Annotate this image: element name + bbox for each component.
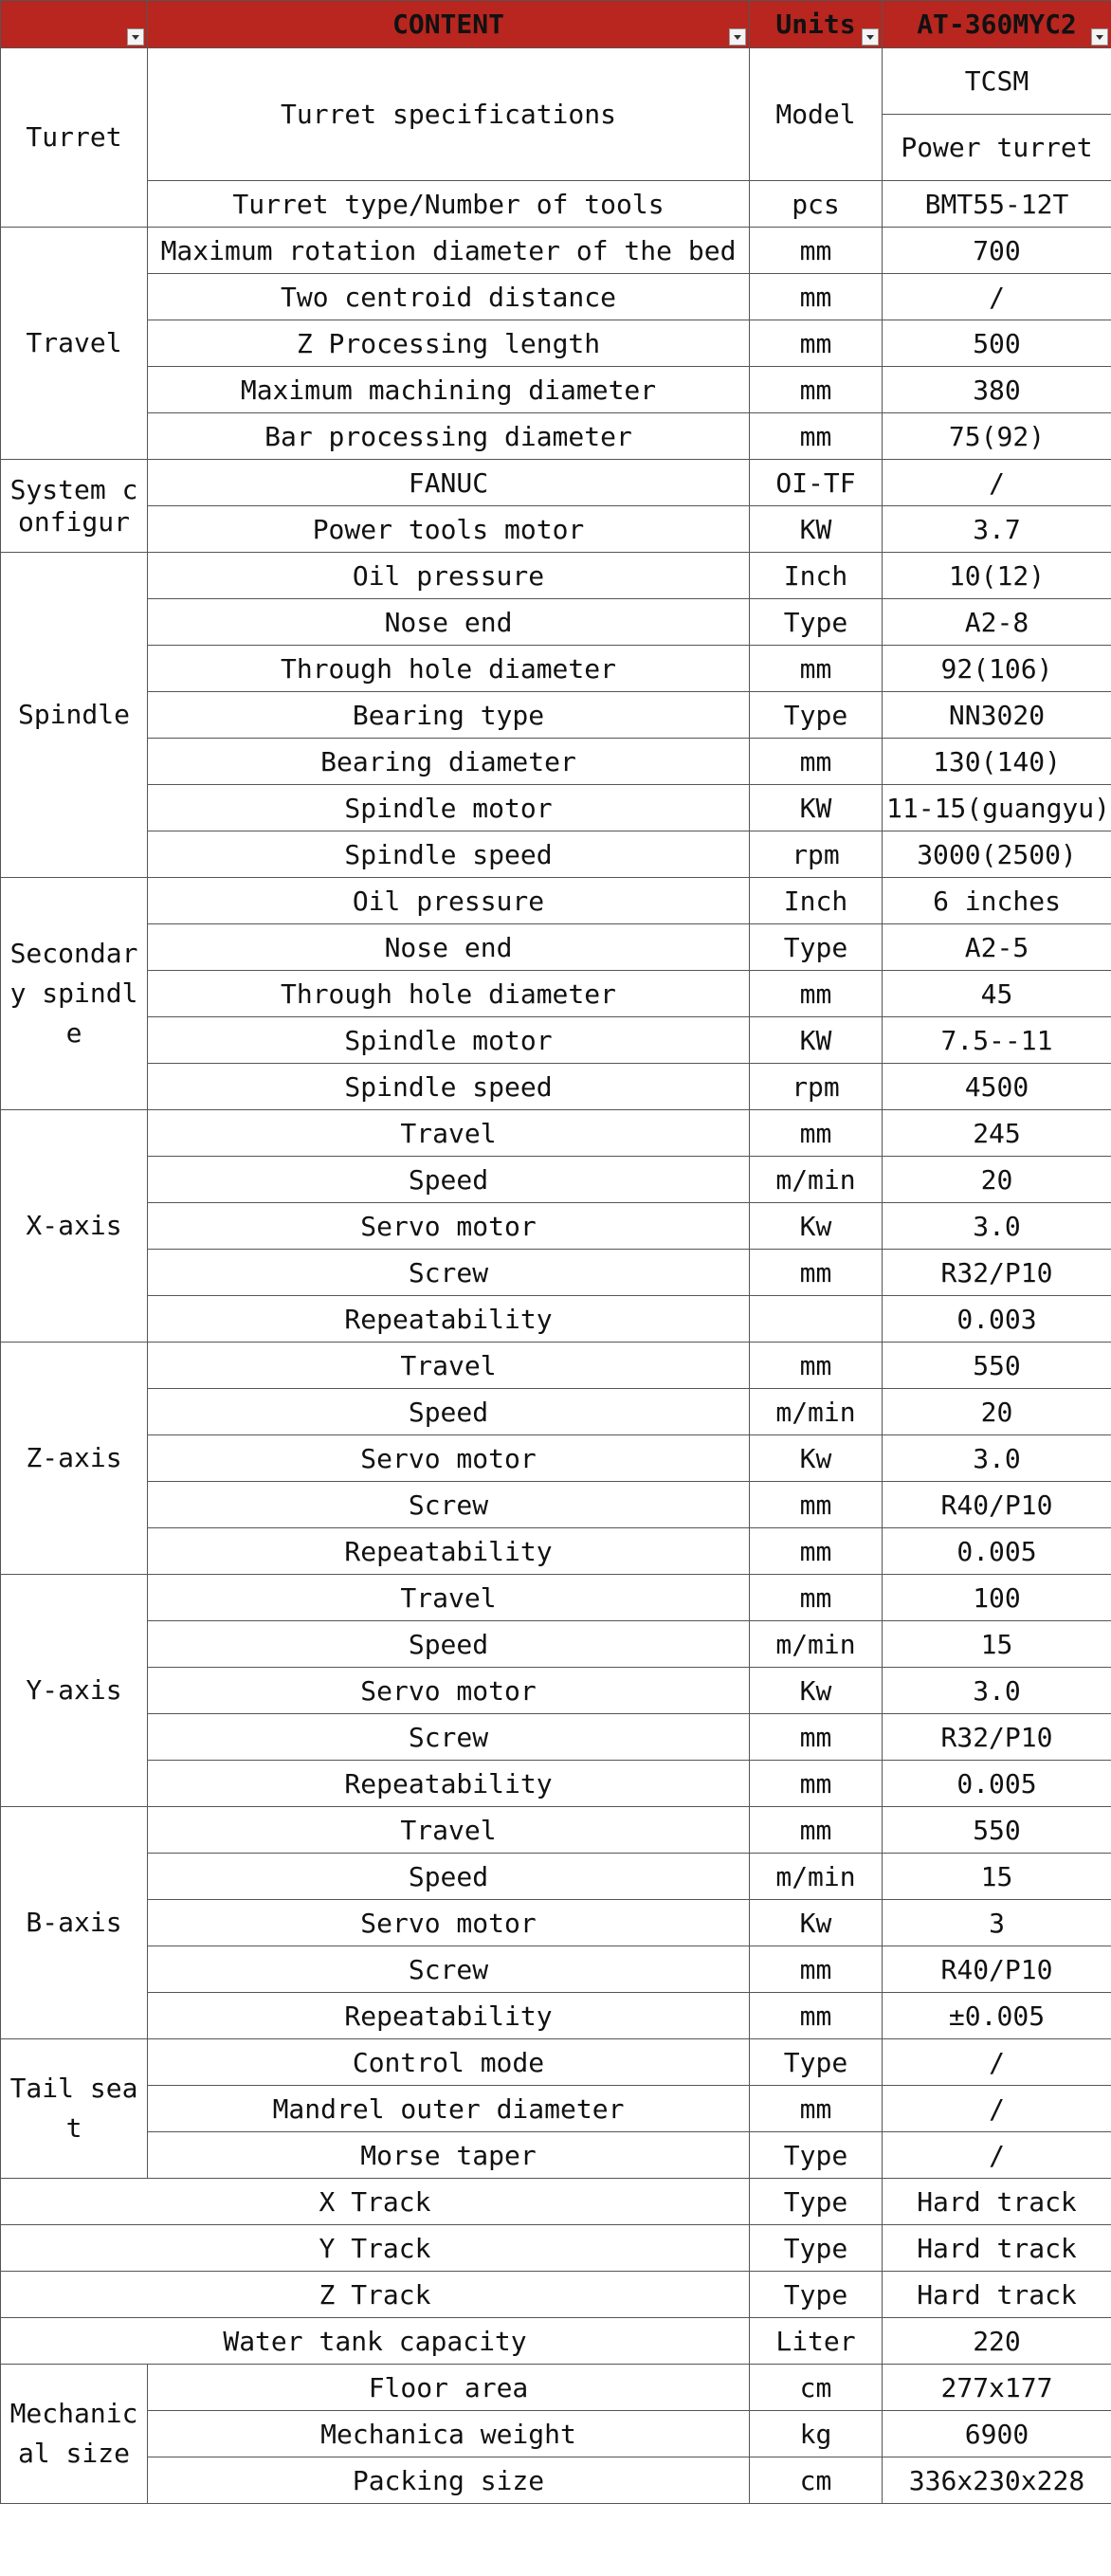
table-row <box>1 1296 1111 1343</box>
value-cell: 92(106) <box>883 646 1111 692</box>
item-cell: Servo motor <box>148 1900 750 1946</box>
table-row <box>1 2411 1111 2457</box>
value-cell: 220 <box>883 2318 1111 2365</box>
value-cell: 550 <box>883 1343 1111 1389</box>
item-cell: Control mode <box>148 2039 750 2086</box>
item-cell: Speed <box>148 1157 750 1203</box>
table-row <box>1 48 1111 181</box>
value-cell: 100 <box>883 1575 1111 1621</box>
item-cell: Spindle motor <box>148 785 750 831</box>
table-row <box>1 2457 1111 2504</box>
item-cell: Through hole diameter <box>148 971 750 1017</box>
value-cell: 380 <box>883 367 1111 413</box>
unit-cell: mm <box>750 228 883 274</box>
unit-cell: Model <box>750 48 883 181</box>
category-cell: Y-axis <box>1 1575 148 1807</box>
value-cell: R32/P10 <box>883 1250 1111 1296</box>
item-cell: Screw <box>148 1946 750 1993</box>
value-cell: 15 <box>883 1854 1111 1900</box>
item-cell: Travel <box>148 1575 750 1621</box>
table-row <box>1 785 1111 831</box>
value-cell: A2-5 <box>883 924 1111 971</box>
value-cell: 10(12) <box>883 553 1111 599</box>
table-row <box>1 2318 1111 2365</box>
table-row <box>1 274 1111 320</box>
table-row <box>1 506 1111 553</box>
value-cell: 3.0 <box>883 1203 1111 1250</box>
item-cell: Y Track <box>1 2225 750 2272</box>
filter-dropdown-icon[interactable] <box>729 28 746 46</box>
table-row <box>1 1157 1111 1203</box>
value-cell: R40/P10 <box>883 1482 1111 1528</box>
item-cell: Screw <box>148 1482 750 1528</box>
value-subcell: TCSM <box>883 48 1111 115</box>
header-model-label: AT-360MYC2 <box>917 9 1077 40</box>
category-cell: Travel <box>1 228 148 460</box>
table-row <box>1 1343 1111 1389</box>
unit-cell: mm <box>750 1807 883 1854</box>
item-cell: Spindle speed <box>148 831 750 878</box>
table-row <box>1 367 1111 413</box>
category-cell: Tail seat <box>1 2039 148 2179</box>
category-cell: X-axis <box>1 1110 148 1343</box>
value-cell: 4500 <box>883 1064 1111 1110</box>
item-cell: Turret specifications <box>148 48 750 181</box>
unit-cell: Type <box>750 2039 883 2086</box>
table-row <box>1 1110 1111 1157</box>
unit-cell: pcs <box>750 181 883 228</box>
unit-cell: Type <box>750 2179 883 2225</box>
unit-cell: Kw <box>750 1435 883 1482</box>
table-row <box>1 1900 1111 1946</box>
unit-cell: mm <box>750 274 883 320</box>
header-row <box>1 1 1111 48</box>
category-cell: Mechanical size <box>1 2365 148 2504</box>
unit-cell: Inch <box>750 553 883 599</box>
table-row <box>1 1807 1111 1854</box>
unit-cell: mm <box>750 739 883 785</box>
unit-cell: Kw <box>750 1668 883 1714</box>
category-cell: System configur <box>1 460 148 553</box>
item-cell: Servo motor <box>148 1668 750 1714</box>
value-cell: / <box>883 460 1111 506</box>
item-cell: Z Track <box>1 2272 750 2318</box>
unit-cell: mm <box>750 1528 883 1575</box>
unit-cell: m/min <box>750 1621 883 1668</box>
table-row <box>1 831 1111 878</box>
table-row <box>1 1017 1111 1064</box>
unit-cell: mm <box>750 320 883 367</box>
table-row <box>1 1575 1111 1621</box>
table-row <box>1 1482 1111 1528</box>
table-row <box>1 413 1111 460</box>
unit-cell: mm <box>750 1761 883 1807</box>
item-cell: Maximum machining diameter <box>148 367 750 413</box>
unit-cell: mm <box>750 1946 883 1993</box>
value-cell: 336x230x228 <box>883 2457 1111 2504</box>
value-cell: 15 <box>883 1621 1111 1668</box>
item-cell: Travel <box>148 1343 750 1389</box>
unit-cell: OI-TF <box>750 460 883 506</box>
item-cell: Two centroid distance <box>148 274 750 320</box>
item-cell: Speed <box>148 1389 750 1435</box>
value-cell: 6 inches <box>883 878 1111 924</box>
item-cell: Speed <box>148 1621 750 1668</box>
table-row <box>1 599 1111 646</box>
table-row <box>1 2272 1111 2318</box>
value-cell: 3 <box>883 1900 1111 1946</box>
value-cell: / <box>883 2132 1111 2179</box>
unit-cell: mm <box>750 367 883 413</box>
table-row <box>1 460 1111 506</box>
table-row <box>1 1621 1111 1668</box>
table-row <box>1 1203 1111 1250</box>
item-cell: Servo motor <box>148 1435 750 1482</box>
value-cell: / <box>883 274 1111 320</box>
item-cell: Repeatability <box>148 1761 750 1807</box>
value-cell: R40/P10 <box>883 1946 1111 1993</box>
unit-cell: KW <box>750 506 883 553</box>
unit-cell: m/min <box>750 1157 883 1203</box>
table-row <box>1 739 1111 785</box>
header-model <box>883 1 1111 48</box>
table-row <box>1 1946 1111 1993</box>
unit-cell: mm <box>750 1482 883 1528</box>
unit-cell: rpm <box>750 1064 883 1110</box>
value-cell: Hard track <box>883 2179 1111 2225</box>
value-cell: 245 <box>883 1110 1111 1157</box>
item-cell: Morse taper <box>148 2132 750 2179</box>
table-row <box>1 2179 1111 2225</box>
value-cell: 277x177 <box>883 2365 1111 2411</box>
table-row <box>1 1668 1111 1714</box>
item-cell: X Track <box>1 2179 750 2225</box>
unit-cell: KW <box>750 1017 883 1064</box>
header-content-label: CONTENT <box>392 9 504 40</box>
value-cell: R32/P10 <box>883 1714 1111 1761</box>
item-cell: Speed <box>148 1854 750 1900</box>
unit-cell: m/min <box>750 1389 883 1435</box>
table-row <box>1 1389 1111 1435</box>
item-cell: Screw <box>148 1250 750 1296</box>
value-cell: 3000(2500) <box>883 831 1111 878</box>
unit-cell: KW <box>750 785 883 831</box>
value-cell: / <box>883 2086 1111 2132</box>
table-row <box>1 971 1111 1017</box>
unit-cell: Type <box>750 2272 883 2318</box>
value-cell <box>883 48 1111 181</box>
item-cell: Servo motor <box>148 1203 750 1250</box>
unit-cell: mm <box>750 646 883 692</box>
item-cell: Nose end <box>148 599 750 646</box>
unit-cell: Kw <box>750 1900 883 1946</box>
value-cell: 500 <box>883 320 1111 367</box>
value-cell: 20 <box>883 1157 1111 1203</box>
unit-cell: mm <box>750 2086 883 2132</box>
unit-cell: mm <box>750 1993 883 2039</box>
table-row <box>1 1761 1111 1807</box>
table-row <box>1 181 1111 228</box>
table-row <box>1 320 1111 367</box>
unit-cell: Inch <box>750 878 883 924</box>
table-row <box>1 2225 1111 2272</box>
unit-cell: Liter <box>750 2318 883 2365</box>
value-cell: A2-8 <box>883 599 1111 646</box>
value-cell: BMT55-12T <box>883 181 1111 228</box>
item-cell: Spindle motor <box>148 1017 750 1064</box>
value-cell: 20 <box>883 1389 1111 1435</box>
table-row <box>1 1714 1111 1761</box>
item-cell: Bar processing diameter <box>148 413 750 460</box>
table-row <box>1 2039 1111 2086</box>
value-cell: 75(92) <box>883 413 1111 460</box>
value-cell: 11-15(guangyu) <box>883 785 1111 831</box>
value-cell: 130(140) <box>883 739 1111 785</box>
unit-cell: Type <box>750 2225 883 2272</box>
item-cell: Z Processing length <box>148 320 750 367</box>
unit-cell <box>750 1296 883 1343</box>
item-cell: Oil pressure <box>148 878 750 924</box>
table-row <box>1 1064 1111 1110</box>
item-cell: Screw <box>148 1714 750 1761</box>
item-cell: Spindle speed <box>148 1064 750 1110</box>
unit-cell: Type <box>750 2132 883 2179</box>
value-cell: 0.005 <box>883 1761 1111 1807</box>
category-cell: Spindle <box>1 553 148 878</box>
item-cell: Repeatability <box>148 1528 750 1575</box>
table-row <box>1 646 1111 692</box>
item-cell: Maximum rotation diameter of the bed <box>148 228 750 274</box>
value-cell: 6900 <box>883 2411 1111 2457</box>
unit-cell: Type <box>750 924 883 971</box>
filter-dropdown-icon[interactable] <box>127 28 144 46</box>
unit-cell: mm <box>750 413 883 460</box>
table-row <box>1 692 1111 739</box>
value-cell: Hard track <box>883 2225 1111 2272</box>
unit-cell: mm <box>750 1110 883 1157</box>
header-units-label: Units <box>775 9 856 40</box>
value-cell: Hard track <box>883 2272 1111 2318</box>
unit-cell: cm <box>750 2365 883 2411</box>
table-row <box>1 1435 1111 1482</box>
unit-cell: Type <box>750 599 883 646</box>
table-row <box>1 1528 1111 1575</box>
item-cell: Oil pressure <box>148 553 750 599</box>
value-cell: 700 <box>883 228 1111 274</box>
item-cell: Bearing type <box>148 692 750 739</box>
value-cell: 0.005 <box>883 1528 1111 1575</box>
table-row <box>1 2365 1111 2411</box>
value-cell: 3.7 <box>883 506 1111 553</box>
table-row <box>1 878 1111 924</box>
item-cell: FANUC <box>148 460 750 506</box>
table-row <box>1 228 1111 274</box>
value-cell: / <box>883 2039 1111 2086</box>
header-units <box>750 1 883 48</box>
unit-cell: mm <box>750 1343 883 1389</box>
table-row <box>1 553 1111 599</box>
table-row <box>1 1250 1111 1296</box>
unit-cell: mm <box>750 971 883 1017</box>
table-row <box>1 924 1111 971</box>
item-cell: Packing size <box>148 2457 750 2504</box>
value-cell: 550 <box>883 1807 1111 1854</box>
item-cell: Power tools motor <box>148 506 750 553</box>
unit-cell: rpm <box>750 831 883 878</box>
item-cell: Bearing diameter <box>148 739 750 785</box>
item-cell: Nose end <box>148 924 750 971</box>
item-cell: Travel <box>148 1807 750 1854</box>
value-cell: 3.0 <box>883 1668 1111 1714</box>
unit-cell: m/min <box>750 1854 883 1900</box>
category-cell: Z-axis <box>1 1343 148 1575</box>
table-row <box>1 2132 1111 2179</box>
item-cell: Water tank capacity <box>1 2318 750 2365</box>
value-cell: 0.003 <box>883 1296 1111 1343</box>
unit-cell: Type <box>750 692 883 739</box>
value-cell: NN3020 <box>883 692 1111 739</box>
unit-cell: mm <box>750 1250 883 1296</box>
unit-cell: mm <box>750 1575 883 1621</box>
item-cell: Repeatability <box>148 1296 750 1343</box>
header-content <box>148 1 750 48</box>
table-row <box>1 1854 1111 1900</box>
item-cell: Repeatability <box>148 1993 750 2039</box>
item-cell: Travel <box>148 1110 750 1157</box>
unit-cell: mm <box>750 1714 883 1761</box>
header-corner <box>1 1 148 48</box>
value-subcell: Power turret <box>901 132 1093 163</box>
category-cell: Secondary spindle <box>1 878 148 1110</box>
value-cell: 45 <box>883 971 1111 1017</box>
filter-dropdown-icon[interactable] <box>862 28 879 46</box>
category-cell: Turret <box>1 48 148 228</box>
table-row <box>1 1993 1111 2039</box>
unit-cell: kg <box>750 2411 883 2457</box>
unit-cell: Kw <box>750 1203 883 1250</box>
item-cell: Floor area <box>148 2365 750 2411</box>
category-cell: B-axis <box>1 1807 148 2039</box>
value-cell: 7.5--11 <box>883 1017 1111 1064</box>
table-row <box>1 2086 1111 2132</box>
item-cell: Through hole diameter <box>148 646 750 692</box>
unit-cell: cm <box>750 2457 883 2504</box>
value-cell: 3.0 <box>883 1435 1111 1482</box>
filter-dropdown-icon[interactable] <box>1091 28 1108 46</box>
item-cell: Mechanica weight <box>148 2411 750 2457</box>
value-cell: ±0.005 <box>883 1993 1111 2039</box>
item-cell: Mandrel outer diameter <box>148 2086 750 2132</box>
item-cell: Turret type/Number of tools <box>148 181 750 228</box>
